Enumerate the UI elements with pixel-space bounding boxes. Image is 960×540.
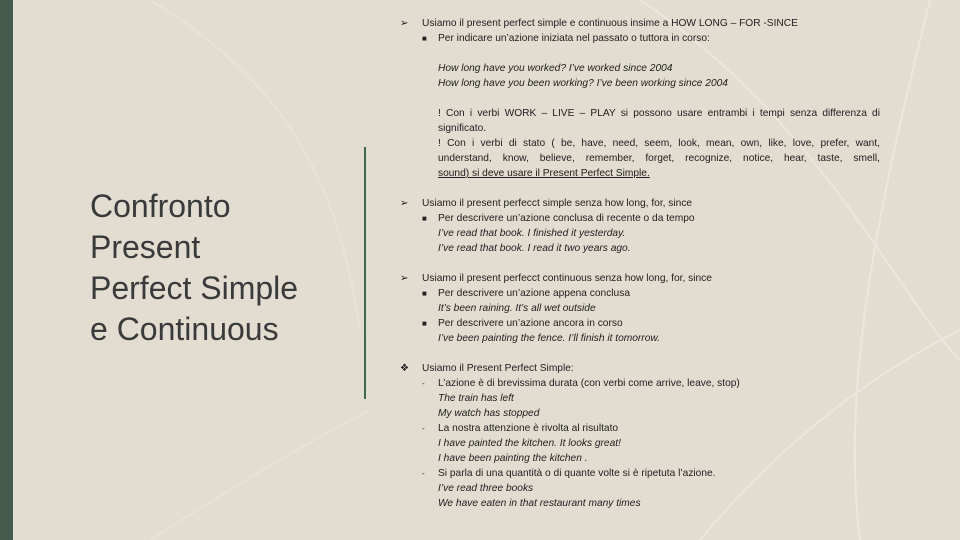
arrow-bullet-icon: ➢ [400,18,409,29]
dash-bullet: - [422,379,425,388]
note-line: understand, know, believe, remember, forget, recognize, notice, hear, taste, smell, [438,153,880,164]
dash-bullet: - [422,469,425,478]
example-line: I’ve read that book. I read it two years ago. [438,243,631,254]
square-bullet-icon: ■ [422,214,427,223]
square-bullet-icon: ■ [422,289,427,298]
example-line: I’ve read that book. I finished it yesterday. [438,228,626,239]
title-line: Perfect Simple [90,270,299,306]
square-bullet-icon: ■ [422,34,427,43]
note-line: significato. [438,123,487,134]
slide-title [90,186,350,350]
example-line: How long have you worked? I’ve worked since 2004 [438,63,673,74]
heading-text: Usiamo il present perfecct simple senza how long, for, since [422,198,693,209]
example-line: We have eaten in that restaurant many times [438,498,641,509]
example-line: I have been painting the kitchen . [438,453,588,464]
example-line: How long have you been working? I’ve been working since 2004 [438,78,728,89]
sub-text: Per descrivere un’azione conclusa di recente o da tempo [438,213,695,224]
square-bullet-icon: ■ [422,319,427,328]
example-line: It’s been raining. It’s all wet outside [438,303,596,314]
vertical-divider [364,147,366,399]
sub-text: L’azione è di brevissima durata (con verbi come arrive, leave, stop) [438,378,740,389]
note-line: ! Con i verbi WORK – LIVE – PLAY si possono usare entrambi i tempi senza differenza di [438,108,880,119]
left-accent-band [0,0,13,540]
title-line: Present [90,229,201,265]
heading-text: Usiamo il present perfecct continuous senza how long, for, since [422,273,712,284]
heading-text: Usiamo il Present Perfect Simple: [422,363,574,374]
arrow-bullet-icon: ➢ [400,198,409,209]
note-line: sound) si deve usare il Present Perfect Simple. [438,168,650,179]
diamond-bullet-icon: ❖ [400,363,410,374]
arrow-bullet-icon: ➢ [400,273,409,284]
heading-text: Usiamo il present perfect simple e continuous insime a HOW LONG – FOR -SINCE [422,18,798,29]
example-line: The train has left [438,393,514,404]
example-line: I’ve read three books [438,483,534,494]
sub-text: Si parla di una quantità o di quante volte si è ripetuta l’azione. [438,468,716,479]
sub-text: Per indicare un’azione iniziata nel passato o tuttora in corso: [438,33,710,44]
example-line: My watch has stopped [438,408,540,419]
example-line: I’ve been painting the fence. I’ll finish it tomorrow. [438,333,660,344]
sub-text: Per descrivere un’azione ancora in corso [438,318,623,329]
sub-text: Per descrivere un’azione appena conclusa [438,288,630,299]
title-line: e Continuous [90,311,279,347]
example-line: I have painted the kitchen. It looks great! [438,438,621,449]
dash-bullet: - [422,424,425,433]
sub-text: La nostra attenzione è rivolta al risultato [438,423,619,434]
title-line: Confronto [90,188,231,224]
note-line: ! Con i verbi di stato ( be, have, need, seem, look, mean, own, like, love, prefer, want, [438,138,880,149]
